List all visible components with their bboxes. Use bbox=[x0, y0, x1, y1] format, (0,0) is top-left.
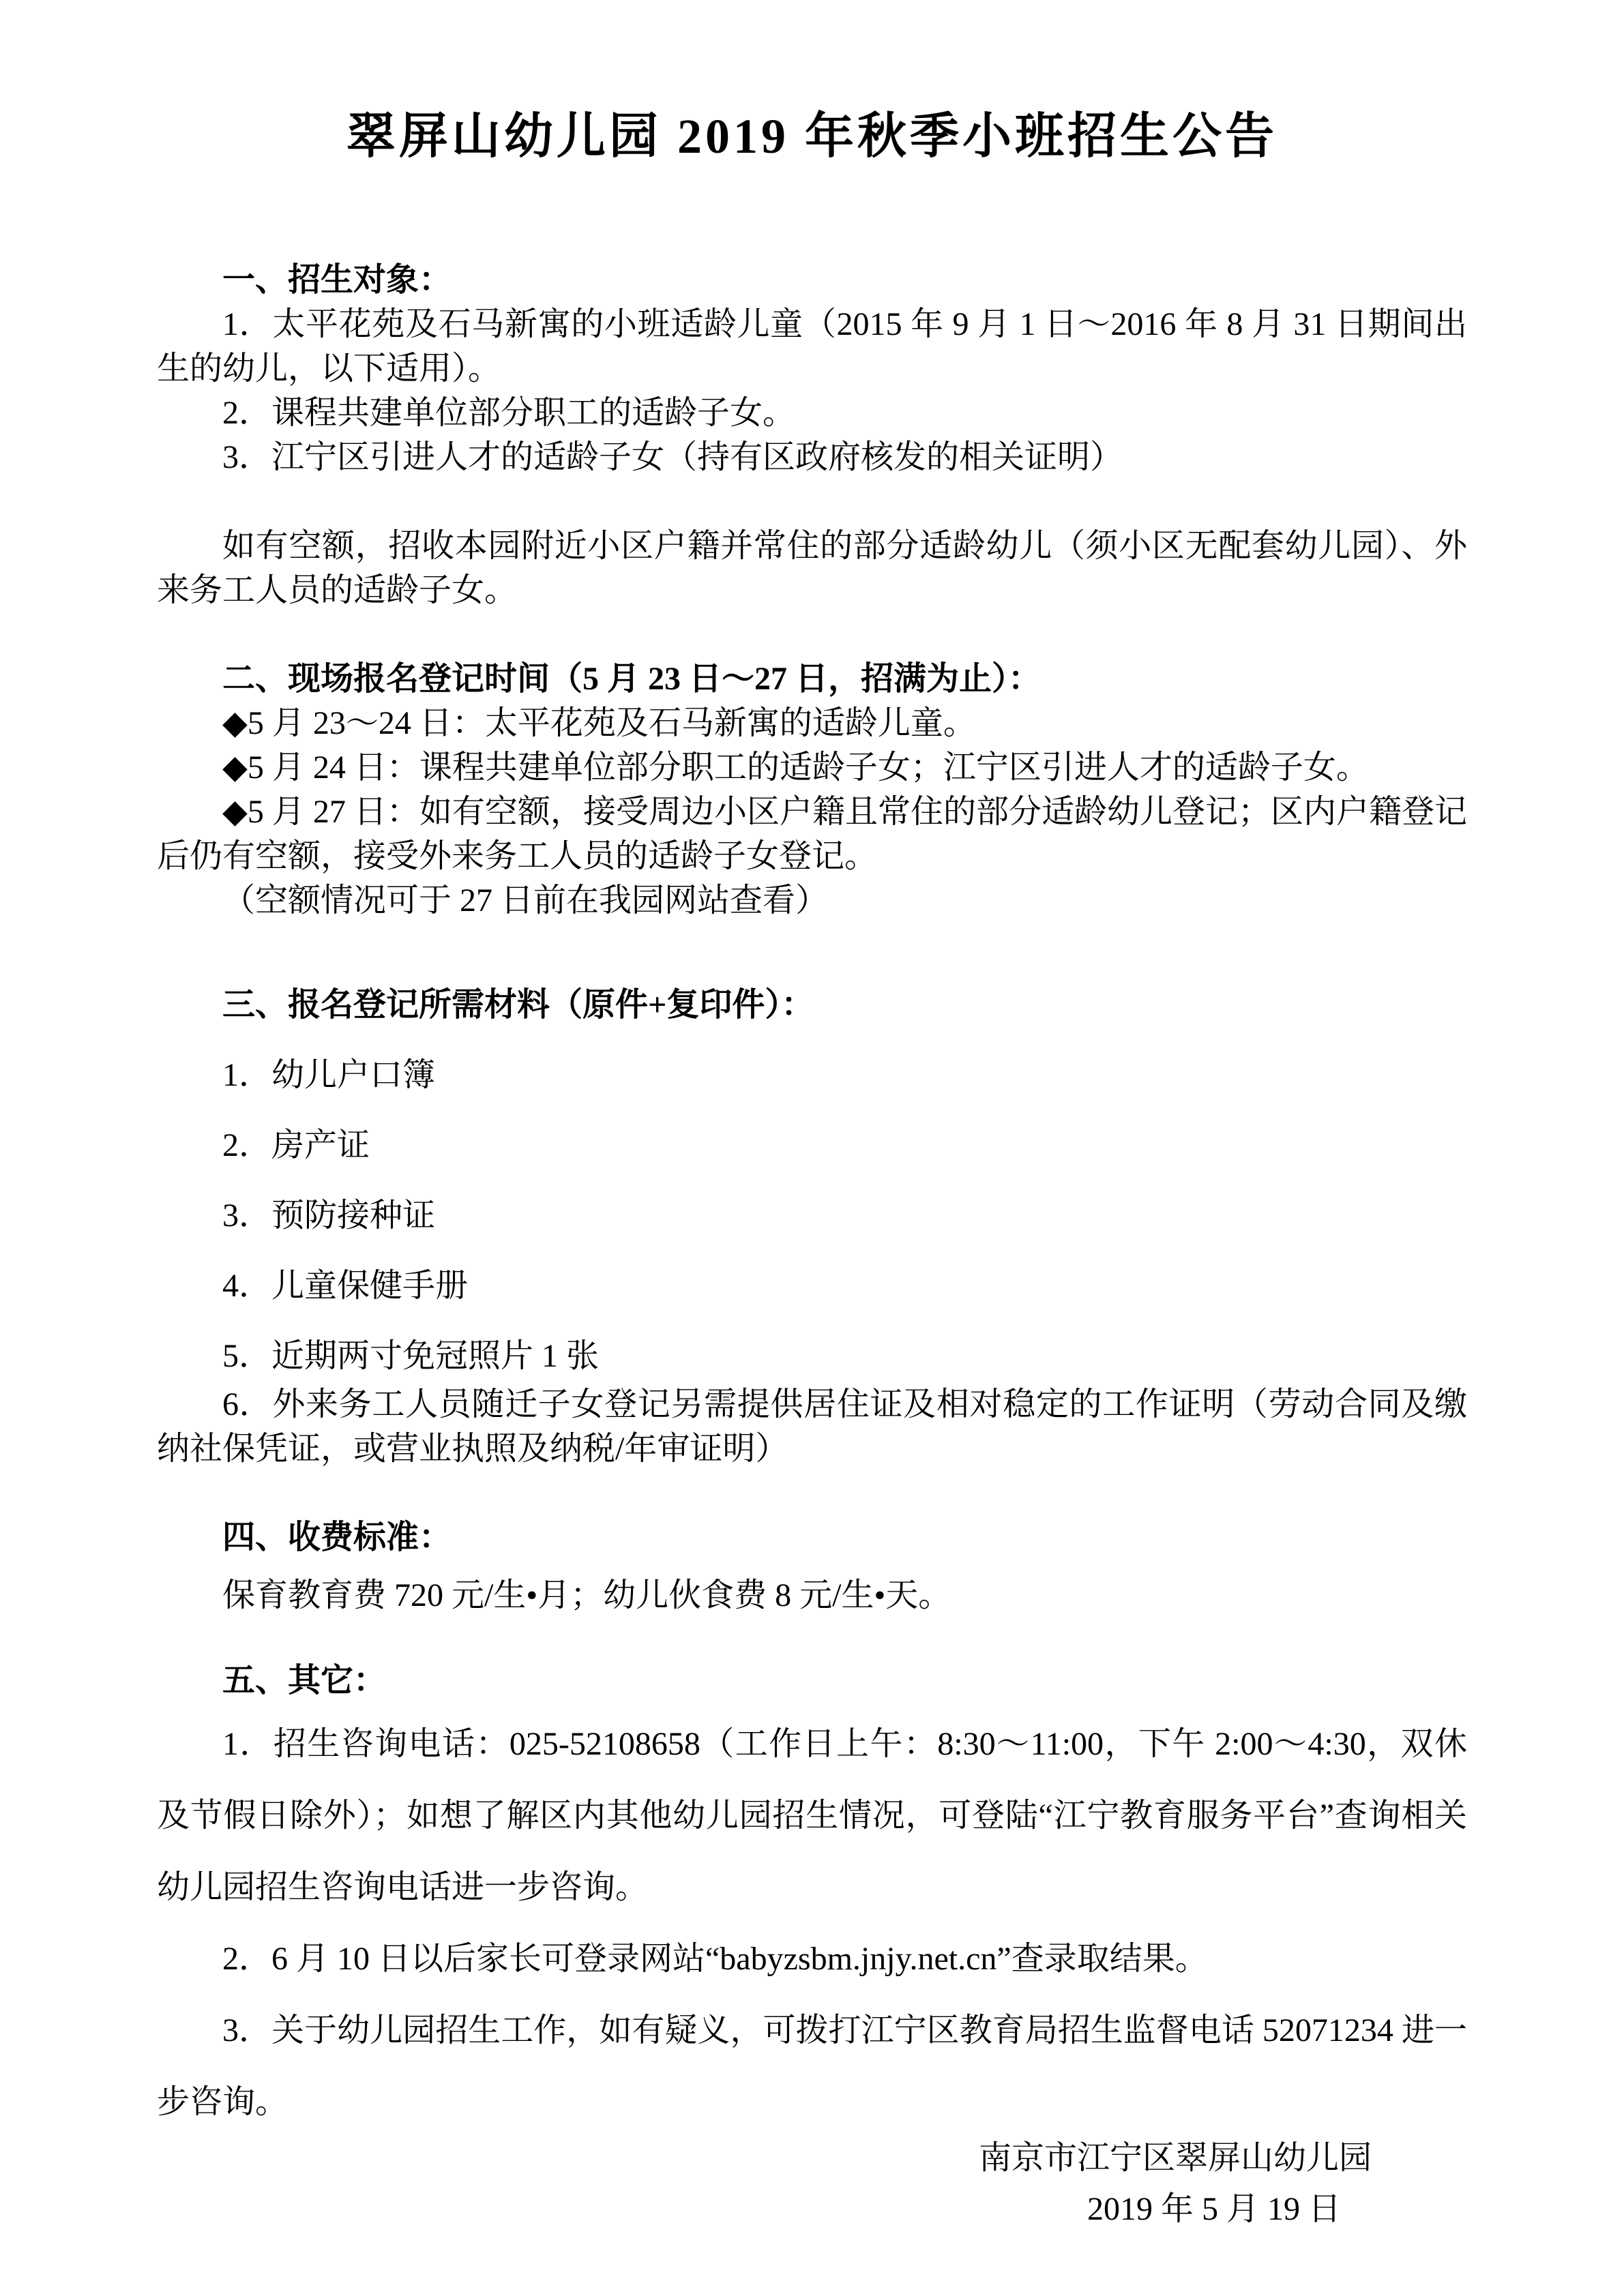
section4-heading: 四、收费标准： bbox=[222, 1519, 452, 1555]
section5-item2: 2．6 月 10 日以后家长可登录网站“babyzsbm.jnjy.net.cn”查录取结果。 bbox=[222, 1941, 1208, 1977]
section2-item3: ◆5 月 27 日：如有空额，接受周边小区户籍且常住的部分适龄幼儿登记；区内户籍登记后仍有空额，接受外来务工人员的适龄子女登记。 bbox=[157, 794, 1467, 874]
section2-heading: 二、现场报名登记时间（5 月 23 日～27 日，招满为止）： bbox=[222, 661, 1042, 697]
section5-heading: 五、其它： bbox=[222, 1663, 387, 1699]
section4-fee: 保育教育费 720 元/生•月；幼儿伙食费 8 元/生•天。 bbox=[222, 1577, 951, 1613]
section1-heading: 一、招生对象： bbox=[222, 262, 452, 298]
section3-item6: 6．外来务工人员随迁子女登记另需提供居住证及相对稳定的工作证明（劳动合同及缴纳社保凭证，或营业执照及纳税/年审证明） bbox=[157, 1386, 1467, 1467]
section5-item1: 1．招生咨询电话：025-52108658（工作日上午：8:30～11:00，下午 2:00～4:30，双休及节假日除外）；如想了解区内其他幼儿园招生情况，可登陆“江宁教育服务平台”查询相关幼儿园招生咨询电话进一步咨询。 bbox=[157, 1726, 1467, 1905]
section2-item1: ◆5 月 23～24 日：太平花苑及石马新寓的适龄儿童。 bbox=[222, 705, 976, 741]
section5-item3: 3．关于幼儿园招生工作，如有疑义，可拨打江宁区教育局招生监督电话 52071234 进一步咨询。 bbox=[157, 2012, 1467, 2120]
section-registration-time bbox=[157, 657, 1467, 923]
document-title: 翠屏山幼儿园 2019 年秋季小班招生公告 bbox=[346, 109, 1278, 164]
section1-item1: 1．太平花苑及石马新寓的小班适龄儿童（2015 年 9 月 1 日～2016 年 8 月 31 日期间出生的幼儿，以下适用）。 bbox=[157, 306, 1467, 387]
section3-item5: 5．近期两寸免冠照片 1 张 bbox=[222, 1338, 600, 1374]
section-others bbox=[157, 1658, 1467, 2138]
section-fees bbox=[157, 1515, 1467, 1617]
section1-note: 如有空额，招收本园附近小区户籍并常住的部分适龄幼儿（须小区无配套幼儿园）、外来务工人员的适龄子女。 bbox=[157, 528, 1467, 608]
section3-heading: 三、报名登记所需材料（原件+复印件）： bbox=[222, 987, 814, 1023]
signature-org: 南京市江宁区翠屏山幼儿园 bbox=[978, 2140, 1372, 2176]
section-required-materials bbox=[157, 983, 1467, 1471]
section3-item2: 2．房产证 bbox=[222, 1127, 370, 1163]
section2-note: （空额情况可于 27 日前在我园网站查看） bbox=[222, 882, 829, 919]
section2-item2: ◆5 月 24 日：课程共建单位部分职工的适龄子女；江宁区引进人才的适龄子女。 bbox=[222, 749, 1369, 786]
section1-item2: 2．课程共建单位部分职工的适龄子女。 bbox=[222, 395, 796, 431]
section-enrollment-targets bbox=[157, 258, 1467, 612]
section3-item3: 3．预防接种证 bbox=[222, 1197, 436, 1234]
section1-item3: 3．江宁区引进人才的适龄子女（持有区政府核发的相关证明） bbox=[222, 439, 1123, 475]
signature-date: 2019 年 5 月 19 日 bbox=[1087, 2191, 1341, 2227]
section3-item1: 1．幼儿户口簿 bbox=[222, 1057, 436, 1093]
section3-item4: 4．儿童保健手册 bbox=[222, 1268, 469, 1304]
signature-block bbox=[157, 2132, 1467, 2235]
